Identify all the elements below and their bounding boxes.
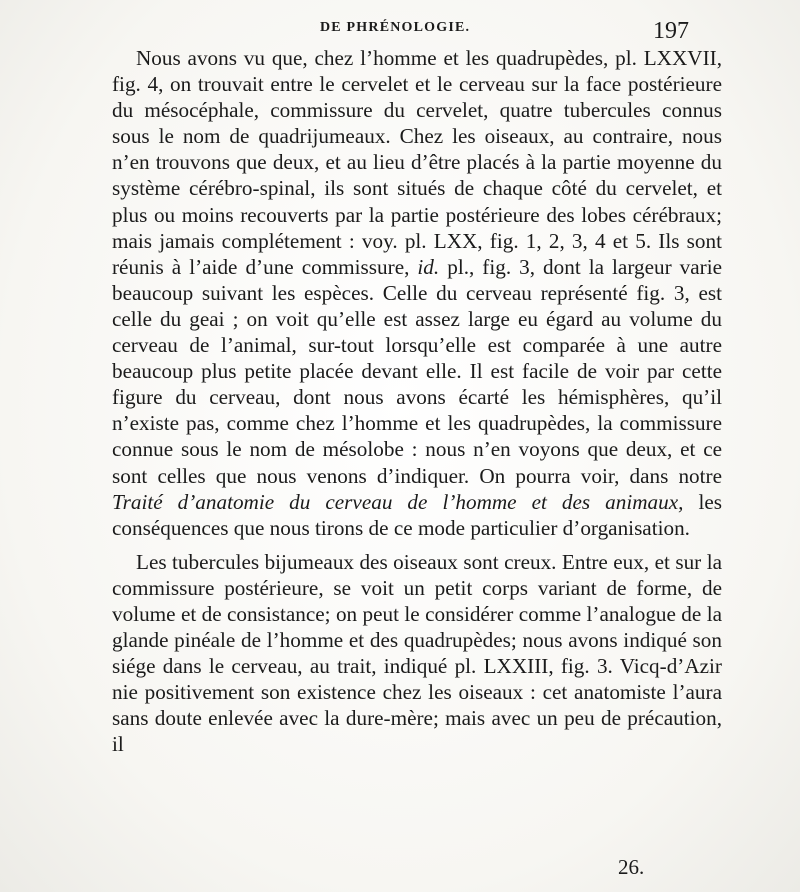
page-number: 197 <box>653 18 689 44</box>
paragraph-1-part-3: les conséquences que nous tirons de ce mode particulier d’organisation. <box>112 489 722 540</box>
paragraph-2: Les tubercules bijumeaux des oiseaux sont creux. Entre eux, et sur la commissure postérieure, se voit un petit corps variant de forme, de volume et de consistance; on peut le considérer comme l’analogue de la glande pinéale de l’homme et des quadrupèdes; nous avons indiqué son siége dans le cerveau, au trait, indiqué pl. LXXIII, fig. 3. Vicq-d’Azir nie positivement son existence chez les oiseaux : cet anatomiste l’aura sans doute enlevée avec la dure-mère; mais avec un peu de précaution, il <box>112 549 722 757</box>
running-head: DE PHRÉNOLOGIE. <box>320 20 471 35</box>
paragraph-1-part-2: pl., fig. 3, dont la largeur varie beaucoup suivant les espèces. Celle du cerveau représenté fig. 3, est celle du geai ; on voit qu’elle est assez large eu égard au volume du cerveau de l’animal, sur-tout lorsqu’elle est comparée à une autre beaucoup plus petite placée devant elle. Il est facile de voir par cette figure du cerveau, dont nous avons écarté les hémisphères, qu’il n’existe pas, comme chez l’homme et les quadrupèdes, la commissure connue sous le nom de mésolobe : nous n’en voyons que deux, et ce sont celles que nous venons d’indiquer. On pourra voir, dans notre <box>112 254 723 488</box>
paragraph-1-part-1: Nous avons vu que, chez l’homme et les quadrupèdes, pl. LXXVII, fig. 4, on trouvait entre le cervelet et le cerveau sur la face postérieure du mésocéphale, commissure du cervelet, quatre tubercules connus sous le nom de quadrijumeaux. Chez les oiseaux, au contraire, nous n’en trouvons que deux, et au lieu d’être placés à la partie moyenne du système cérébro-spinal, ils sont situés de chaque côté du cervelet, et plus ou moins recouverts par la partie postérieure des lobes cérébraux; mais jamais complétement : voy. pl. LXX, fig. 1, 2, 3, 4 et 5. Ils sont réunis à l’aide d’une commissure, <box>112 46 722 279</box>
id-abbreviation: id. <box>417 254 440 279</box>
book-title-reference: Traité d’anatomie du cerveau de l’homme et des animaux, <box>112 489 684 514</box>
paragraph-1 <box>112 45 722 541</box>
signature-mark: 26. <box>618 855 645 879</box>
body-text <box>112 45 722 758</box>
